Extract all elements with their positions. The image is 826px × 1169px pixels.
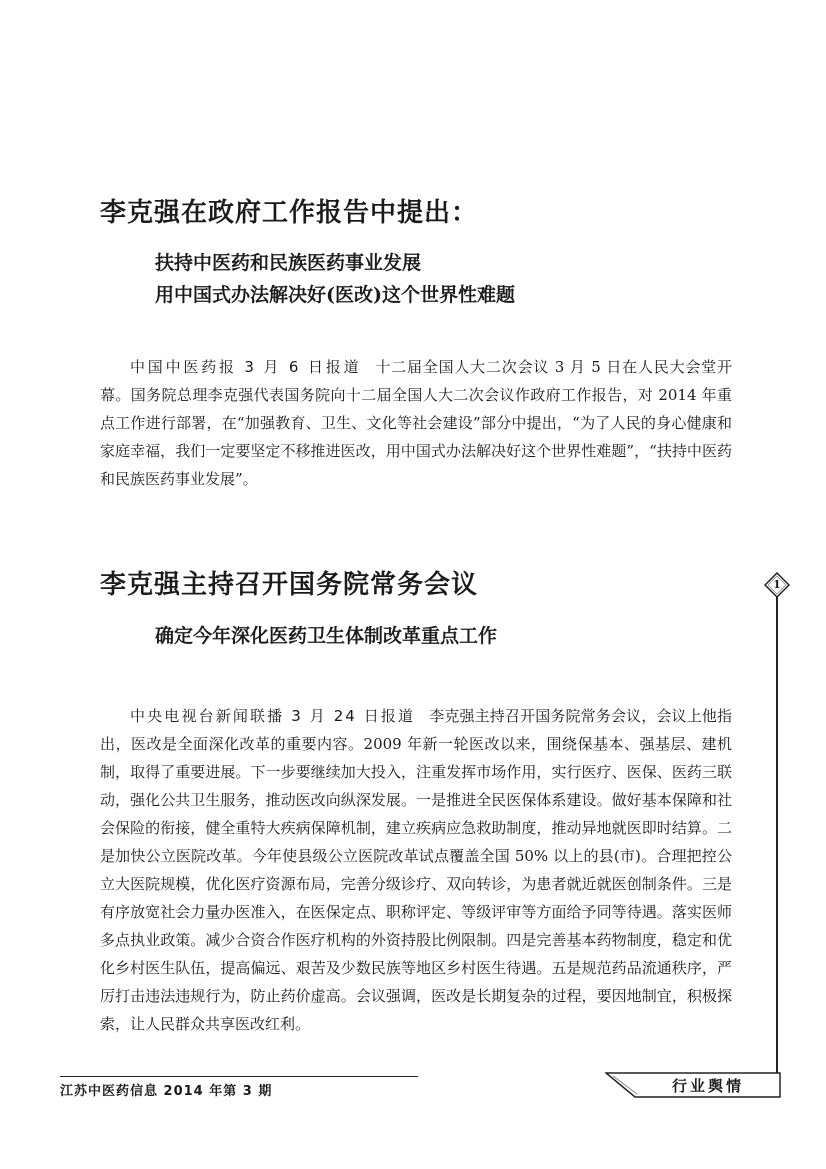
margin-rule <box>776 590 778 1084</box>
article2-source: 中央电视台新闻联播 3 月 24 日报道 <box>130 707 416 725</box>
article1-source: 中国中医药报 3 月 6 日报道 <box>130 358 362 376</box>
footer-journal: 江苏中医药信息 2014 年第 3 期 <box>60 1084 273 1099</box>
page-number: 1 <box>773 578 781 591</box>
footer-rule <box>60 1076 418 1077</box>
article1-text: 十二届全国人大二次会议 3 月 5 日在人民大会堂开幕。国务院总理李克强代表国务院向十二届全国人大二次会议作政府工作报告，对 2014 年重点工作进行部署，在“加强教育、卫生、文化等社会建设”部分中提出，“为了人民的身心健康和家庭幸福，我们一定要坚定不移推进医改，用中国式办法解决好这个世界性难题”，“扶持中医药和民族医药事业发展”。 <box>100 358 732 488</box>
article1-subtitle-1: 扶持中医药和民族医药事业发展 <box>155 252 422 274</box>
article2-body <box>100 702 732 1038</box>
article2-text: 李克强主持召开国务院常务会议，会议上他指出，医改是全面深化改革的重要内容。2009 年新一轮医改以来，围绕保基本、强基层、建机制，取得了重要进展。下一步要继续加大投入，注重发挥市场作用，实行医疗、医保、医药三联动，强化公共卫生服务，推动医改向纵深发展。一是推进全民医保体系建设。做好基本保障和社会保险的衔接，健全重特大疾病保障机制，建立疾病应急救助制度，推动异地就医即时结算。二是加快公立医院改革。今年使县级公立医院改革试点覆盖全国 50% 以上的县(市)。合理把控公立大医院规模，优化医疗资源布局，完善分级诊疗、双向转诊，为患者就近就医创制条件。三是有序放宽社会力量办医准入，在医保定点、职称评定、等级评审等方面给予同等待遇。落实医师多点执业政策。减少合资合作医疗机构的外资持股比例限制。四是完善基本药物制度，稳定和优化乡村医生队伍，提高偏远、艰苦及少数民族等地区乡村医生待遇。五是规范药品流通秩序，严厉打击违法违规行为，防止药价虚高。会议强调，医改是长期复杂的过程，要因地制宜，积极探索，让人民群众共享医改红利。 <box>100 707 732 1033</box>
article1-body <box>100 353 732 493</box>
footer-section: 行业舆情 <box>672 1077 745 1095</box>
article1-subtitle-2: 用中国式办法解决好(医改)这个世界性难题 <box>155 284 515 306</box>
article1-title: 李克强在政府工作报告中提出： <box>100 198 479 228</box>
article2-subtitle: 确定今年深化医药卫生体制改革重点工作 <box>155 625 498 647</box>
article2-title: 李克强主持召开国务院常务会议 <box>100 570 479 600</box>
